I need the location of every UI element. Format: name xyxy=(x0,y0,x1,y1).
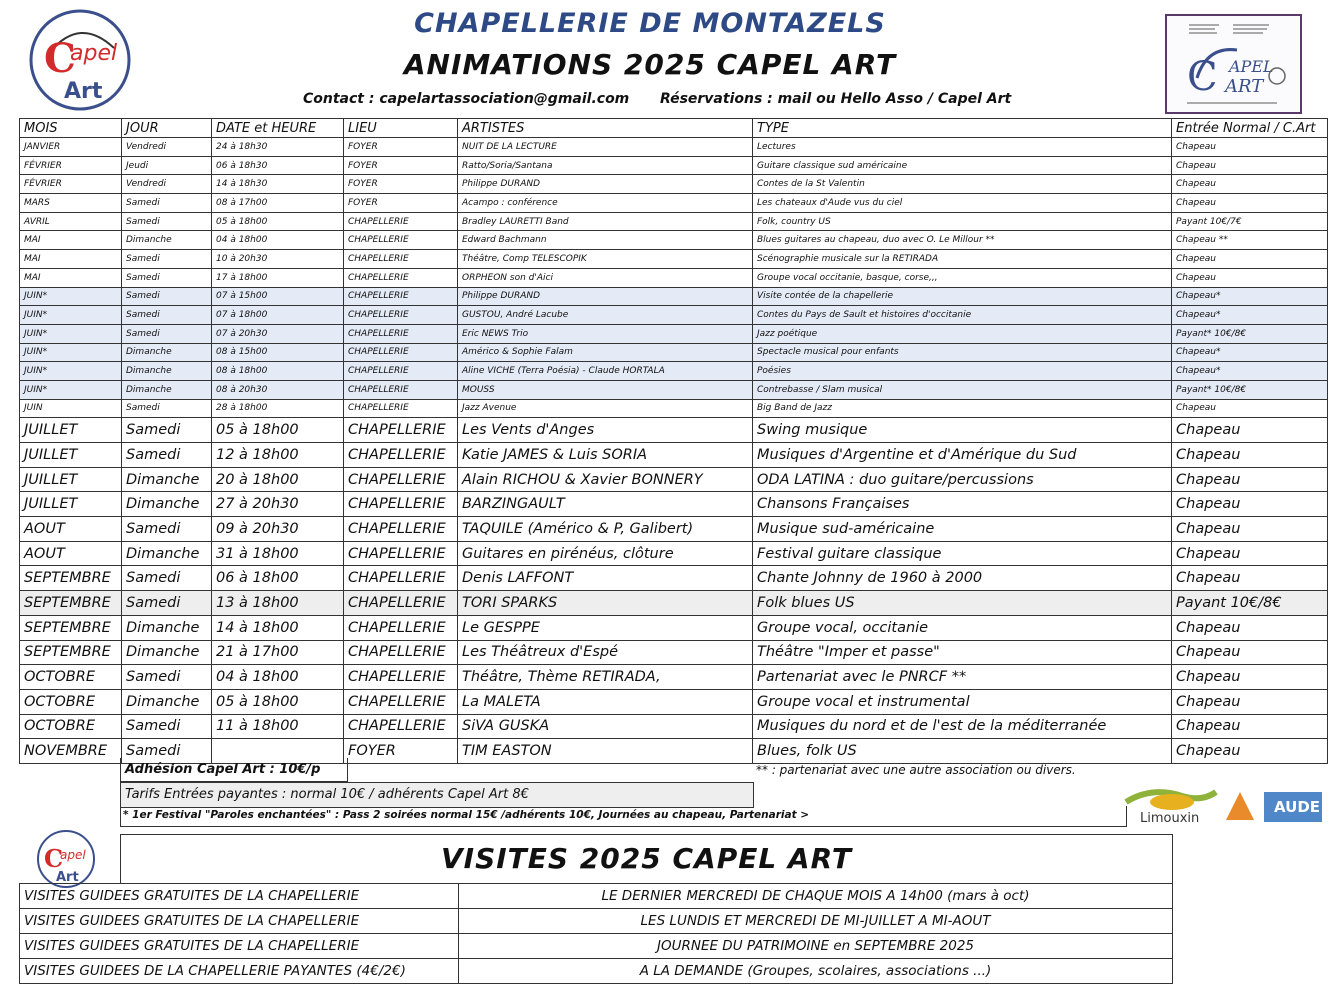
table-cell: Dimanche xyxy=(122,362,212,381)
table-cell: 14 à 18h30 xyxy=(212,175,344,194)
table-cell: Payant* 10€/8€ xyxy=(1172,380,1328,399)
table-cell: Dimanche xyxy=(122,467,212,492)
table-cell: JUIN* xyxy=(20,287,122,306)
table-row xyxy=(20,194,1328,213)
table-row xyxy=(20,492,1328,517)
table-cell: Chapeau xyxy=(1172,418,1328,443)
column-header: DATE et HEURE xyxy=(212,119,344,138)
aude-logo xyxy=(1224,790,1324,824)
table-cell: Samedi xyxy=(122,591,212,616)
table-cell: Samedi xyxy=(122,194,212,213)
table-cell: Folk blues US xyxy=(753,591,1172,616)
table-row xyxy=(20,418,1328,443)
table-cell: Chapeau xyxy=(1172,640,1328,665)
capel-art-card-logo xyxy=(1165,14,1302,114)
table-cell: Américo & Sophie Falam xyxy=(458,343,753,362)
table-row xyxy=(20,343,1328,362)
table-cell: 24 à 18h30 xyxy=(212,138,344,157)
table-cell: CHAPELLERIE xyxy=(344,250,458,269)
table-cell: Samedi xyxy=(122,250,212,269)
table-cell: Chapeau xyxy=(1172,467,1328,492)
column-header: Entrée Normal / C.Art xyxy=(1172,119,1328,138)
table-cell: Chapeau* xyxy=(1172,362,1328,381)
table-cell: OCTOBRE xyxy=(20,689,122,714)
table-cell: Groupe vocal occitanie, basque, corse,,, xyxy=(753,268,1172,287)
table-cell: Katie JAMES & Luis SORIA xyxy=(458,443,753,468)
table-cell: 28 à 18h00 xyxy=(212,399,344,418)
table-cell: Alain RICHOU & Xavier BONNERY xyxy=(458,467,753,492)
table-cell: Dimanche xyxy=(122,615,212,640)
visit-row xyxy=(20,959,1173,984)
table-cell: NUIT DE LA LECTURE xyxy=(458,138,753,157)
svg-text:C: C xyxy=(44,844,64,873)
table-cell: Chapeau* xyxy=(1172,306,1328,325)
page-subtitle: ANIMATIONS 2025 CAPEL ART xyxy=(403,48,897,81)
table-cell: 14 à 18h00 xyxy=(212,615,344,640)
table-cell: 06 à 18h30 xyxy=(212,156,344,175)
notes-frame xyxy=(120,806,1127,827)
table-cell: JUILLET xyxy=(20,443,122,468)
table-cell: Chapeau xyxy=(1172,399,1328,418)
table-cell: CHAPELLERIE xyxy=(344,640,458,665)
table-cell: Scénographie musicale sur la RETIRADA xyxy=(753,250,1172,269)
table-cell: ORPHEON son d'Aici xyxy=(458,268,753,287)
table-cell: 05 à 18h00 xyxy=(212,212,344,231)
table-header-row xyxy=(20,119,1328,138)
table-cell: Jazz poétique xyxy=(753,324,1172,343)
table-cell: CHAPELLERIE xyxy=(344,566,458,591)
table-cell: Samedi xyxy=(122,418,212,443)
table-cell: OCTOBRE xyxy=(20,665,122,690)
table-cell: CHAPELLERIE xyxy=(344,615,458,640)
table-row xyxy=(20,362,1328,381)
table-cell: JUIN* xyxy=(20,380,122,399)
table-cell: Les Théâtreux d'Espé xyxy=(458,640,753,665)
table-cell: Samedi xyxy=(122,665,212,690)
table-cell: MARS xyxy=(20,194,122,213)
table-cell: FOYER xyxy=(344,156,458,175)
table-cell: 31 à 18h00 xyxy=(212,541,344,566)
table-cell: SiVA GUSKA xyxy=(458,714,753,739)
table-cell: MAI xyxy=(20,231,122,250)
svg-text:APEL: APEL xyxy=(1229,57,1274,76)
table-cell: CHAPELLERIE xyxy=(344,362,458,381)
table-cell: Ratto/Soria/Santana xyxy=(458,156,753,175)
column-header: JOUR xyxy=(122,119,212,138)
festival-note: * 1er Festival "Paroles enchantées" : Pass 2 soirées normal 15€ /adhérents 10€, Journées au chapeau, Partenariat > xyxy=(123,809,810,821)
table-cell: Chapeau xyxy=(1172,739,1328,764)
table-cell: Chapeau xyxy=(1172,138,1328,157)
svg-text:Limouxin: Limouxin xyxy=(1140,811,1200,826)
table-cell: Payant 10€/8€ xyxy=(1172,591,1328,616)
table-cell: CHAPELLERIE xyxy=(344,343,458,362)
table-row xyxy=(20,714,1328,739)
table-cell: 04 à 18h00 xyxy=(212,231,344,250)
svg-text:apel: apel xyxy=(60,848,86,862)
table-cell: Dimanche xyxy=(122,343,212,362)
table-cell: OCTOBRE xyxy=(20,714,122,739)
table-cell: NOVEMBRE xyxy=(20,739,122,764)
table-cell: SEPTEMBRE xyxy=(20,640,122,665)
table-cell: Edward Bachmann xyxy=(458,231,753,250)
table-cell: Chapeau xyxy=(1172,665,1328,690)
table-cell: CHAPELLERIE xyxy=(344,443,458,468)
table-cell: Chapeau xyxy=(1172,492,1328,517)
visit-row xyxy=(20,934,1173,959)
table-row xyxy=(20,689,1328,714)
table-row xyxy=(20,541,1328,566)
table-cell: 20 à 18h00 xyxy=(212,467,344,492)
tarifs-note: Tarifs Entrées payantes : normal 10€ / adhérents Capel Art 8€ xyxy=(120,782,754,808)
table-cell: Chapeau* xyxy=(1172,287,1328,306)
table-cell: BARZINGAULT xyxy=(458,492,753,517)
table-cell: Acampo : conférence xyxy=(458,194,753,213)
table-cell: CHAPELLERIE xyxy=(344,418,458,443)
table-cell: JUIN xyxy=(20,399,122,418)
table-row xyxy=(20,399,1328,418)
table-cell: FÉVRIER xyxy=(20,156,122,175)
table-cell: CHAPELLERIE xyxy=(344,231,458,250)
table-cell: Payant 10€/7€ xyxy=(1172,212,1328,231)
svg-text:Art: Art xyxy=(56,870,79,885)
table-cell: Théâtre, Comp TELESCOPIK xyxy=(458,250,753,269)
table-cell: Le GESPPE xyxy=(458,615,753,640)
visit-cell: A LA DEMANDE (Groupes, scolaires, associations ...) xyxy=(459,959,1173,984)
table-cell: FÉVRIER xyxy=(20,175,122,194)
table-cell: AVRIL xyxy=(20,212,122,231)
table-cell: 13 à 18h00 xyxy=(212,591,344,616)
table-cell: Festival guitare classique xyxy=(753,541,1172,566)
table-cell: Bradley LAURETTI Band xyxy=(458,212,753,231)
svg-text:apel: apel xyxy=(70,41,118,66)
table-cell: FOYER xyxy=(344,175,458,194)
table-cell: Théâtre, Thème RETIRADA, xyxy=(458,665,753,690)
table-cell: Big Band de Jazz xyxy=(753,399,1172,418)
svg-text:AUDE: AUDE xyxy=(1274,798,1321,816)
visits-title: VISITES 2025 CAPEL ART xyxy=(120,834,1173,883)
table-row xyxy=(20,324,1328,343)
table-row xyxy=(20,665,1328,690)
table-cell: FOYER xyxy=(344,739,458,764)
table-cell: Chapeau ** xyxy=(1172,231,1328,250)
table-cell: Vendredi xyxy=(122,138,212,157)
table-cell: 12 à 18h00 xyxy=(212,443,344,468)
svg-text:C: C xyxy=(44,35,76,82)
table-cell: JUIN* xyxy=(20,324,122,343)
table-cell: Payant* 10€/8€ xyxy=(1172,324,1328,343)
table-cell: Chapeau xyxy=(1172,156,1328,175)
table-cell: 09 à 20h30 xyxy=(212,517,344,542)
table-cell: Chapeau xyxy=(1172,566,1328,591)
table-cell: CHAPELLERIE xyxy=(344,591,458,616)
table-cell: MOUSS xyxy=(458,380,753,399)
page-title: CHAPELLERIE DE MONTAZELS xyxy=(414,8,886,39)
table-cell: FOYER xyxy=(344,138,458,157)
table-cell: Les chateaux d'Aude vus du ciel xyxy=(753,194,1172,213)
table-cell: 07 à 18h00 xyxy=(212,306,344,325)
table-cell: JUILLET xyxy=(20,467,122,492)
table-cell: Guitares en pirénéus, clôture xyxy=(458,541,753,566)
visit-cell: JOURNEE DU PATRIMOINE en SEPTEMBRE 2025 xyxy=(459,934,1173,959)
table-cell: JUIN* xyxy=(20,343,122,362)
table-cell: CHAPELLERIE xyxy=(344,517,458,542)
table-cell: Chapeau xyxy=(1172,250,1328,269)
table-cell: Dimanche xyxy=(122,231,212,250)
table-cell: Chapeau xyxy=(1172,615,1328,640)
table-cell: CHAPELLERIE xyxy=(344,380,458,399)
table-cell: JUIN* xyxy=(20,362,122,381)
table-cell: Poésies xyxy=(753,362,1172,381)
table-cell: Chapeau xyxy=(1172,517,1328,542)
table-cell: 11 à 18h00 xyxy=(212,714,344,739)
column-header: ARTISTES xyxy=(458,119,753,138)
table-cell: Dimanche xyxy=(122,689,212,714)
limouxin-logo xyxy=(1122,782,1220,826)
table-cell: TAQUILE (Américo & P, Galibert) xyxy=(458,517,753,542)
table-cell: Samedi xyxy=(122,714,212,739)
table-cell: Chapeau xyxy=(1172,541,1328,566)
column-header: TYPE xyxy=(753,119,1172,138)
table-cell: CHAPELLERIE xyxy=(344,287,458,306)
visit-cell: VISITES GUIDEES GRATUITES DE LA CHAPELLERIE xyxy=(20,934,459,959)
adhesion-note: Adhésion Capel Art : 10€/p xyxy=(120,758,348,782)
table-row xyxy=(20,566,1328,591)
table-cell: Les Vents d'Anges xyxy=(458,418,753,443)
table-cell: Dimanche xyxy=(122,541,212,566)
table-cell: Groupe vocal et instrumental xyxy=(753,689,1172,714)
table-cell: CHAPELLERIE xyxy=(344,399,458,418)
table-cell: Dimanche xyxy=(122,492,212,517)
table-cell: CHAPELLERIE xyxy=(344,324,458,343)
table-row xyxy=(20,591,1328,616)
table-cell: Contrebasse / Slam musical xyxy=(753,380,1172,399)
table-cell: 10 à 20h30 xyxy=(212,250,344,269)
table-cell: Chapeau xyxy=(1172,194,1328,213)
table-row xyxy=(20,212,1328,231)
svg-text:Art: Art xyxy=(64,79,103,104)
table-cell: Groupe vocal, occitanie xyxy=(753,615,1172,640)
table-cell: Jeudi xyxy=(122,156,212,175)
table-cell: CHAPELLERIE xyxy=(344,541,458,566)
table-cell: AOUT xyxy=(20,517,122,542)
table-row xyxy=(20,640,1328,665)
table-cell: Blues guitares au chapeau, duo avec O. Le Millour ** xyxy=(753,231,1172,250)
table-cell: MAI xyxy=(20,250,122,269)
table-cell: AOUT xyxy=(20,541,122,566)
table-cell: Chante Johnny de 1960 à 2000 xyxy=(753,566,1172,591)
table-cell: TORI SPARKS xyxy=(458,591,753,616)
table-cell: Aline VICHE (Terra Poésia) - Claude HORTALA xyxy=(458,362,753,381)
table-cell: Contes de la St Valentin xyxy=(753,175,1172,194)
table-cell: JANVIER xyxy=(20,138,122,157)
table-row xyxy=(20,250,1328,269)
table-cell: JUILLET xyxy=(20,492,122,517)
table-cell: Visite contée de la chapellerie xyxy=(753,287,1172,306)
table-cell: Chapeau xyxy=(1172,689,1328,714)
table-cell: Partenariat avec le PNRCF ** xyxy=(753,665,1172,690)
table-row xyxy=(20,138,1328,157)
table-cell: FOYER xyxy=(344,194,458,213)
visit-cell: VISITES GUIDEES GRATUITES DE LA CHAPELLERIE xyxy=(20,884,459,909)
table-cell: CHAPELLERIE xyxy=(344,665,458,690)
table-cell: 21 à 17h00 xyxy=(212,640,344,665)
contact-info: Contact : capelartassociation@gmail.com xyxy=(303,91,630,107)
table-cell: CHAPELLERIE xyxy=(344,467,458,492)
table-cell: JUILLET xyxy=(20,418,122,443)
table-row xyxy=(20,467,1328,492)
table-cell: Spectacle musical pour enfants xyxy=(753,343,1172,362)
table-cell: Contes du Pays de Sault et histoires d'occitanie xyxy=(753,306,1172,325)
table-cell: Chansons Françaises xyxy=(753,492,1172,517)
table-cell: GUSTOU, André Lacube xyxy=(458,306,753,325)
visits-table xyxy=(19,883,1173,984)
table-cell: Samedi xyxy=(122,212,212,231)
column-header: LIEU xyxy=(344,119,458,138)
table-cell: 05 à 18h00 xyxy=(212,418,344,443)
events-table xyxy=(19,118,1328,764)
table-cell: 06 à 18h00 xyxy=(212,566,344,591)
capel-art-logo-small xyxy=(34,829,98,889)
table-row xyxy=(20,517,1328,542)
column-header: MOIS xyxy=(20,119,122,138)
reservations-info: Réservations : mail ou Hello Asso / Capel Art xyxy=(660,91,1012,107)
table-cell: CHAPELLERIE xyxy=(344,689,458,714)
table-cell: Samedi xyxy=(122,399,212,418)
table-cell: Chapeau xyxy=(1172,714,1328,739)
table-cell: Chapeau xyxy=(1172,443,1328,468)
table-cell: CHAPELLERIE xyxy=(344,492,458,517)
table-cell: ODA LATINA : duo guitare/percussions xyxy=(753,467,1172,492)
table-cell: Samedi xyxy=(122,268,212,287)
table-cell: Vendredi xyxy=(122,175,212,194)
partenariat-note: ** : partenariat avec une autre association ou divers. xyxy=(756,763,1076,777)
table-cell: Samedi xyxy=(122,517,212,542)
table-cell: 07 à 15h00 xyxy=(212,287,344,306)
table-cell: 08 à 15h00 xyxy=(212,343,344,362)
table-cell: CHAPELLERIE xyxy=(344,268,458,287)
table-cell: 04 à 18h00 xyxy=(212,665,344,690)
visit-cell: LES LUNDIS ET MERCREDI DE MI-JUILLET A MI-AOUT xyxy=(459,909,1173,934)
table-cell: Dimanche xyxy=(122,380,212,399)
table-cell: Blues, folk US xyxy=(753,739,1172,764)
visit-cell: VISITES GUIDEES GRATUITES DE LA CHAPELLERIE xyxy=(20,909,459,934)
table-cell: 05 à 18h00 xyxy=(212,689,344,714)
table-cell: Eric NEWS Trio xyxy=(458,324,753,343)
table-cell: Denis LAFFONT xyxy=(458,566,753,591)
table-cell: MAI xyxy=(20,268,122,287)
table-cell: Musiques du nord et de l'est de la méditerranée xyxy=(753,714,1172,739)
table-cell: CHAPELLERIE xyxy=(344,212,458,231)
table-cell: Swing musique xyxy=(753,418,1172,443)
table-cell: Philippe DURAND xyxy=(458,175,753,194)
table-cell: Samedi xyxy=(122,443,212,468)
table-cell: 08 à 17h00 xyxy=(212,194,344,213)
table-cell: Musiques d'Argentine et d'Amérique du Sud xyxy=(753,443,1172,468)
visit-cell: VISITES GUIDEES DE LA CHAPELLERIE PAYANTES (4€/2€) xyxy=(20,959,459,984)
table-cell: 08 à 18h00 xyxy=(212,362,344,381)
table-cell: Philippe DURAND xyxy=(458,287,753,306)
svg-text:ART: ART xyxy=(1225,76,1264,97)
table-cell: Jazz Avenue xyxy=(458,399,753,418)
table-row xyxy=(20,175,1328,194)
table-cell: Dimanche xyxy=(122,640,212,665)
table-cell: Théâtre "Imper et passe" xyxy=(753,640,1172,665)
table-row xyxy=(20,231,1328,250)
table-cell: 08 à 20h30 xyxy=(212,380,344,399)
table-row xyxy=(20,615,1328,640)
table-cell: 17 à 18h00 xyxy=(212,268,344,287)
table-cell: TIM EASTON xyxy=(458,739,753,764)
visit-row xyxy=(20,909,1173,934)
table-cell: Samedi xyxy=(122,306,212,325)
table-cell: CHAPELLERIE xyxy=(344,714,458,739)
table-cell: Chapeau xyxy=(1172,268,1328,287)
table-cell: Musique sud-américaine xyxy=(753,517,1172,542)
table-cell: SEPTEMBRE xyxy=(20,615,122,640)
visit-row xyxy=(20,884,1173,909)
svg-text:C: C xyxy=(1187,54,1218,100)
table-cell: JUIN* xyxy=(20,306,122,325)
table-cell: Chapeau xyxy=(1172,175,1328,194)
table-row xyxy=(20,268,1328,287)
table-cell: Chapeau* xyxy=(1172,343,1328,362)
table-cell: Samedi xyxy=(122,324,212,343)
table-cell: Lectures xyxy=(753,138,1172,157)
table-cell: SEPTEMBRE xyxy=(20,566,122,591)
table-cell: Folk, country US xyxy=(753,212,1172,231)
table-row xyxy=(20,156,1328,175)
table-cell: Samedi xyxy=(122,287,212,306)
table-cell: Guitare classique sud américaine xyxy=(753,156,1172,175)
table-row xyxy=(20,287,1328,306)
table-row xyxy=(20,443,1328,468)
table-row xyxy=(20,306,1328,325)
table-cell: CHAPELLERIE xyxy=(344,306,458,325)
visit-cell: LE DERNIER MERCREDI DE CHAQUE MOIS A 14h00 (mars à oct) xyxy=(459,884,1173,909)
table-cell: SEPTEMBRE xyxy=(20,591,122,616)
table-row xyxy=(20,380,1328,399)
table-cell: Samedi xyxy=(122,739,212,764)
table-cell: Samedi xyxy=(122,566,212,591)
table-cell: La MALETA xyxy=(458,689,753,714)
table-cell: 27 à 20h30 xyxy=(212,492,344,517)
table-cell: 07 à 20h30 xyxy=(212,324,344,343)
